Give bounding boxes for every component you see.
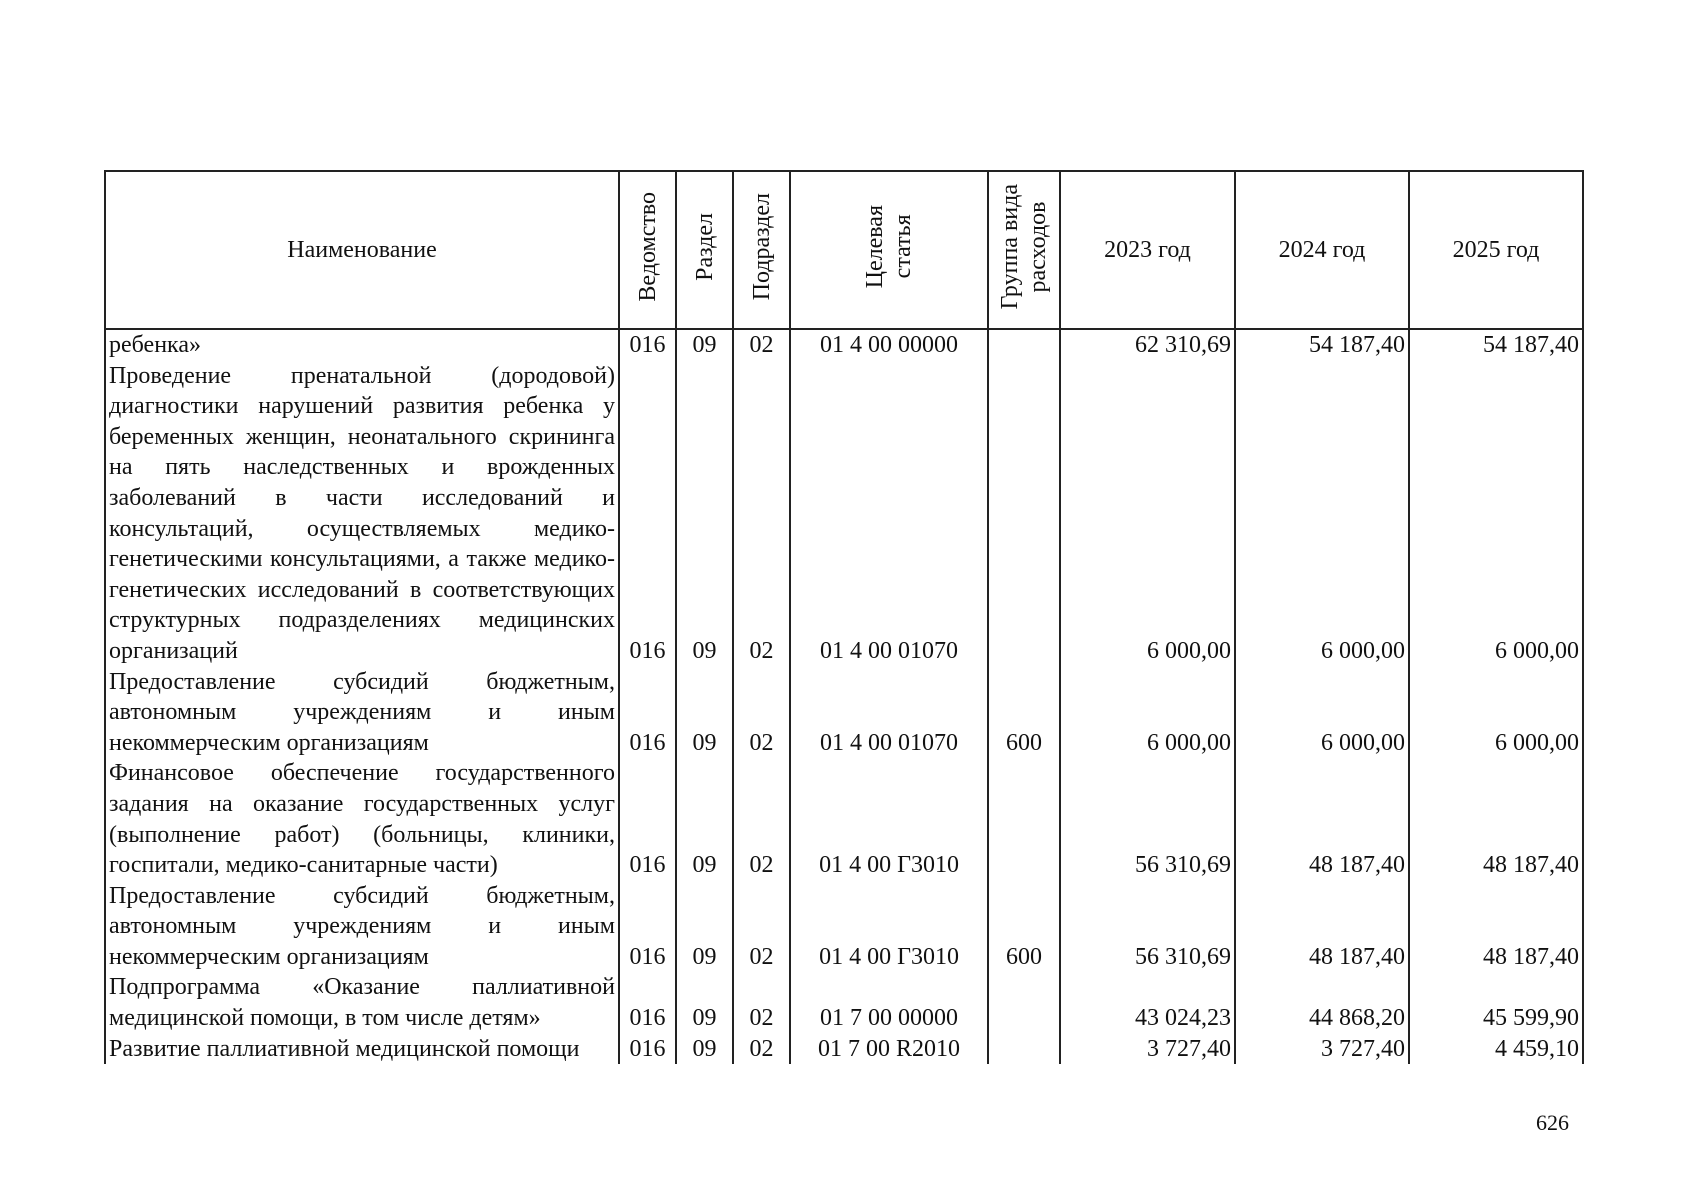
row-section: 09	[676, 329, 733, 361]
row-dept: 016	[619, 329, 676, 361]
row-2025: 48 187,40	[1409, 758, 1583, 880]
row-dept: 016	[619, 361, 676, 667]
row-target: 01 7 00 00000	[790, 972, 988, 1033]
row-group	[988, 758, 1060, 880]
row-dept: 016	[619, 1034, 676, 1065]
row-2024: 44 868,20	[1235, 972, 1409, 1033]
header-target: Целевая статья	[790, 171, 988, 329]
row-2023: 6 000,00	[1060, 667, 1235, 759]
row-dept: 016	[619, 758, 676, 880]
table-row	[105, 1034, 1583, 1065]
row-target: 01 4 00 01070	[790, 361, 988, 667]
table-row	[105, 758, 1583, 880]
row-name: Предоставление субсидий бюджетным, автономным учреждениям и иным некоммерческим организациям	[105, 881, 619, 973]
row-dept: 016	[619, 667, 676, 759]
row-dept: 016	[619, 881, 676, 973]
row-2024: 48 187,40	[1235, 758, 1409, 880]
row-2025: 6 000,00	[1409, 667, 1583, 759]
row-section: 09	[676, 972, 733, 1033]
row-2024: 48 187,40	[1235, 881, 1409, 973]
table-row	[105, 329, 1583, 361]
row-subsection: 02	[733, 758, 790, 880]
row-subsection: 02	[733, 881, 790, 973]
row-2024: 3 727,40	[1235, 1034, 1409, 1065]
row-2023: 6 000,00	[1060, 361, 1235, 667]
row-group	[988, 361, 1060, 667]
row-subsection: 02	[733, 972, 790, 1033]
header-section: Раздел	[676, 171, 733, 329]
row-2023: 56 310,69	[1060, 881, 1235, 973]
row-group: 600	[988, 667, 1060, 759]
row-target: 01 4 00 Г3010	[790, 881, 988, 973]
row-2025: 6 000,00	[1409, 361, 1583, 667]
row-2024: 6 000,00	[1235, 667, 1409, 759]
row-group	[988, 329, 1060, 361]
row-2023: 62 310,69	[1060, 329, 1235, 361]
row-dept: 016	[619, 972, 676, 1033]
row-2025: 4 459,10	[1409, 1034, 1583, 1065]
row-2023: 3 727,40	[1060, 1034, 1235, 1065]
row-subsection: 02	[733, 1034, 790, 1065]
row-section: 09	[676, 361, 733, 667]
row-target: 01 4 00 Г3010	[790, 758, 988, 880]
table-row	[105, 881, 1583, 973]
header-2023: 2023 год	[1060, 171, 1235, 329]
row-2024: 54 187,40	[1235, 329, 1409, 361]
row-2025: 45 599,90	[1409, 972, 1583, 1033]
row-target: 01 4 00 01070	[790, 667, 988, 759]
row-name: Финансовое обеспечение государственного задания на оказание государственных услуг (выполнение работ) (больницы, клиники, госпитали, медико-санитарные части)	[105, 758, 619, 880]
table-row	[105, 972, 1583, 1033]
header-2024: 2024 год	[1235, 171, 1409, 329]
row-name: Развитие паллиативной медицинской помощи	[105, 1034, 619, 1065]
page-number: 626	[1536, 1110, 1569, 1135]
table-header-row	[105, 171, 1583, 329]
row-2024: 6 000,00	[1235, 361, 1409, 667]
row-group	[988, 972, 1060, 1033]
row-name: Предоставление субсидий бюджетным, автономным учреждениям и иным некоммерческим организациям	[105, 667, 619, 759]
header-group: Группа вида расходов	[988, 171, 1060, 329]
header-2025: 2025 год	[1409, 171, 1583, 329]
table-row	[105, 667, 1583, 759]
row-2023: 43 024,23	[1060, 972, 1235, 1033]
row-2025: 48 187,40	[1409, 881, 1583, 973]
row-section: 09	[676, 667, 733, 759]
row-2025: 54 187,40	[1409, 329, 1583, 361]
row-name: ребенка»	[105, 329, 619, 361]
row-section: 09	[676, 881, 733, 973]
row-section: 09	[676, 1034, 733, 1065]
row-2023: 56 310,69	[1060, 758, 1235, 880]
table-row	[105, 361, 1583, 667]
row-group	[988, 1034, 1060, 1065]
header-dept: Ведомство	[619, 171, 676, 329]
row-name: Подпрограмма «Оказание паллиативной медицинской помощи, в том числе детям»	[105, 972, 619, 1033]
budget-table	[104, 170, 1584, 1064]
row-group: 600	[988, 881, 1060, 973]
row-name: Проведение пренатальной (дородовой) диагностики нарушений развития ребенка у беременных женщин, неонатального скрининга на пять наследственных и врожденных заболеваний в части исследований и консультаций, осуществляемых медико-генетическими консультациями, а также медико-генетических исследований в соответствующих структурных подразделениях медицинских организаций	[105, 361, 619, 667]
row-subsection: 02	[733, 329, 790, 361]
header-subsection: Подраздел	[733, 171, 790, 329]
row-target: 01 7 00 R2010	[790, 1034, 988, 1065]
row-section: 09	[676, 758, 733, 880]
row-target: 01 4 00 00000	[790, 329, 988, 361]
row-subsection: 02	[733, 667, 790, 759]
header-name: Наименование	[105, 171, 619, 329]
row-subsection: 02	[733, 361, 790, 667]
